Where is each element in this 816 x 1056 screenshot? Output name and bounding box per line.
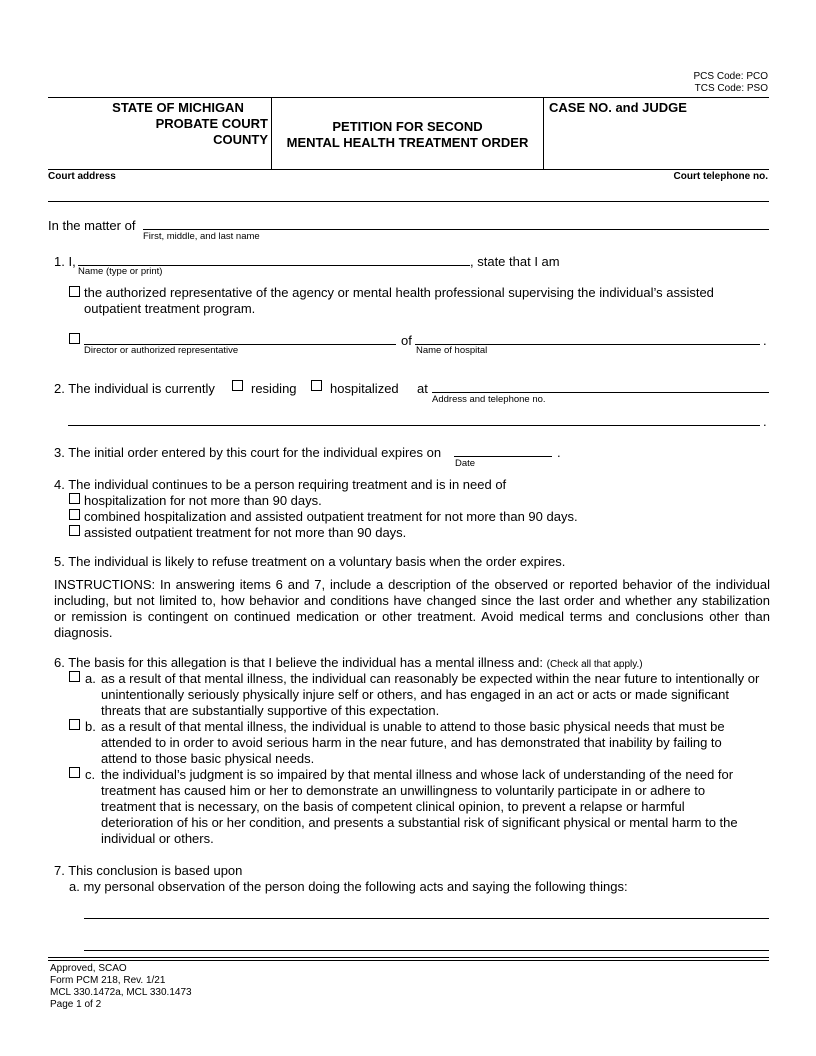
residing-label: residing: [251, 381, 297, 396]
matter-label: In the matter of: [48, 218, 136, 233]
item7a-text: a. my personal observation of the person doing the following acts and saying the following things:: [69, 879, 628, 894]
footer-rule-top: [48, 957, 769, 958]
footer-approved: Approved, SCAO: [50, 963, 127, 974]
item6c-line-2: treatment has caused him or her to demonstrate an unwillingness to voluntarily participate in or adhere to: [101, 783, 706, 798]
item6b-line-1: as a result of that mental illness, the individual is unable to attend to those basic physical needs that must be: [101, 719, 725, 734]
header-divider-2: [543, 97, 544, 170]
date-caption: Date: [455, 458, 476, 469]
item4-option-2-checkbox[interactable]: [69, 509, 80, 520]
residing-checkbox[interactable]: [232, 380, 243, 391]
tcs-code: TCS Code: PSO: [694, 83, 768, 94]
item5-text: 5. The individual is likely to refuse treatment on a voluntary basis when the order expires.: [54, 554, 566, 569]
item4-option-1-checkbox[interactable]: [69, 493, 80, 504]
item6a-line-3: threats that are substantially supportive of this expectation.: [101, 703, 440, 718]
item1-option-a-text: [84, 285, 714, 317]
address-field-continued[interactable]: [68, 425, 760, 426]
header-top-rule: [48, 97, 769, 98]
item1-name-caption: Name (type or print): [78, 266, 163, 277]
footer: [50, 963, 192, 1011]
item1-option-a-line2: outpatient treatment program.: [84, 301, 256, 316]
director-caption: Director or authorized representative: [84, 345, 239, 356]
observation-line-1[interactable]: [84, 918, 769, 919]
item4-option-1: hospitalization for not more than 90 days.: [84, 493, 322, 508]
matter-name-field[interactable]: [143, 229, 769, 230]
item4-text: 4. The individual continues to be a person requiring treatment and is in need of: [54, 477, 507, 492]
item4-option-3: assisted outpatient treatment for not more than 90 days.: [84, 525, 407, 540]
item2-prefix: 2. The individual is currently: [54, 381, 215, 396]
title-line-2: MENTAL HEALTH TREATMENT ORDER: [286, 135, 529, 150]
item2-period: .: [763, 414, 767, 429]
item4-option-3-checkbox[interactable]: [69, 525, 80, 536]
matter-name-caption: First, middle, and last name: [143, 231, 260, 242]
item1-option-a-line1: the authorized representative of the agency or mental health professional supervising the individual’s assisted: [84, 285, 714, 300]
item1-of-label: of: [401, 333, 412, 348]
address-caption: Address and telephone no.: [432, 394, 546, 405]
footer-mcl: MCL 330.1472a, MCL 330.1473: [50, 987, 192, 998]
item6-lead: 6. The basis for this allegation is that I believe the individual has a mental illness and:: [54, 655, 543, 670]
item6b-checkbox[interactable]: [69, 719, 80, 730]
item6c-line-5: individual or others.: [101, 831, 214, 846]
item6c-letter: c.: [85, 767, 96, 782]
item6b-letter: b.: [85, 719, 96, 734]
court-address-rule: [48, 201, 769, 202]
footer-rule-bottom: [48, 960, 769, 961]
item4-option-2: combined hospitalization and assisted outpatient treatment for not more than 90 days.: [84, 509, 578, 524]
title-line-1: PETITION FOR SECOND: [332, 119, 483, 134]
county-label: COUNTY: [213, 132, 268, 147]
hospitalized-label: hospitalized: [330, 381, 399, 396]
item6a-line-1: as a result of that mental illness, the individual can reasonably be expected within the near future to intentionally or: [101, 671, 760, 686]
pcs-code: PCS Code: PCO: [693, 71, 768, 82]
footer-form-number: Form PCM 218, Rev. 1/21: [50, 975, 166, 986]
item1-period: .: [763, 333, 767, 348]
item6a-letter: a.: [85, 671, 96, 686]
item6-text: [54, 655, 643, 670]
item6a-line-2: unintentionally seriously physically injure self or others, and has engaged in an act or acts or made significant: [101, 687, 729, 702]
instructions-line-2: including, but not limited to, how behavior and conditions have changed since the last order and whether any stabilization: [54, 593, 770, 608]
instructions-line-3: or remission is contingent on continued medication or other treatment. Avoid medical terms and conclusions other than: [54, 609, 770, 624]
item6a-text: [101, 671, 759, 719]
footer-page: Page 1 of 2: [50, 999, 102, 1010]
state-label: STATE OF MICHIGAN: [112, 100, 244, 115]
item6c-text: [101, 767, 738, 847]
item1-option-b-checkbox[interactable]: [69, 333, 80, 344]
item6a-checkbox[interactable]: [69, 671, 80, 682]
item1-option-a-checkbox[interactable]: [69, 286, 80, 297]
item6c-line-3: treatment that is necessary, on the basis of competent clinical opinion, to prevent a relapse or harmful: [101, 799, 685, 814]
item3-text: 3. The initial order entered by this court for the individual expires on: [54, 445, 442, 460]
item6b-line-2: attended to in order to avoid serious harm in the near future, and has demonstrated that inability by failing to: [101, 735, 722, 750]
instructions: [54, 577, 770, 641]
item2-at-label: at: [417, 381, 428, 396]
instructions-line-1: INSTRUCTIONS: In answering items 6 and 7, include a description of the observed or reported behavior of the individual: [54, 577, 770, 592]
item6b-line-3: attend to those basic physical needs.: [101, 751, 315, 766]
form-title: [272, 119, 543, 151]
item6c-line-4: deterioration of his or her condition, and presents a substantial risk of significant physical or mental harm to the: [101, 815, 738, 830]
observation-line-2[interactable]: [84, 950, 769, 951]
case-no-label: CASE NO. and JUDGE: [549, 100, 687, 115]
item1-suffix: , state that I am: [470, 254, 560, 269]
court-telephone-label: Court telephone no.: [673, 171, 768, 182]
hospitalized-checkbox[interactable]: [311, 380, 322, 391]
item6c-checkbox[interactable]: [69, 767, 80, 778]
header-bottom-rule: [48, 169, 769, 170]
court-heading: [48, 100, 268, 148]
court-label: PROBATE COURT: [155, 116, 268, 131]
hospital-caption: Name of hospital: [416, 345, 488, 356]
item1-prefix: 1. I,: [54, 254, 76, 269]
court-address-label: Court address: [48, 171, 116, 182]
item3-period: .: [557, 445, 561, 460]
item6c-line-1: the individual’s judgment is so impaired by that mental illness and whose lack of understanding of the need for: [101, 767, 734, 782]
item7-text: 7. This conclusion is based upon: [54, 863, 243, 878]
expiration-date-field[interactable]: [454, 456, 552, 457]
address-field[interactable]: [432, 392, 769, 393]
item6-note: (Check all that apply.): [546, 659, 643, 670]
instructions-line-4: diagnosis.: [54, 625, 113, 640]
item6b-text: [101, 719, 725, 767]
form-codes: [694, 71, 768, 95]
